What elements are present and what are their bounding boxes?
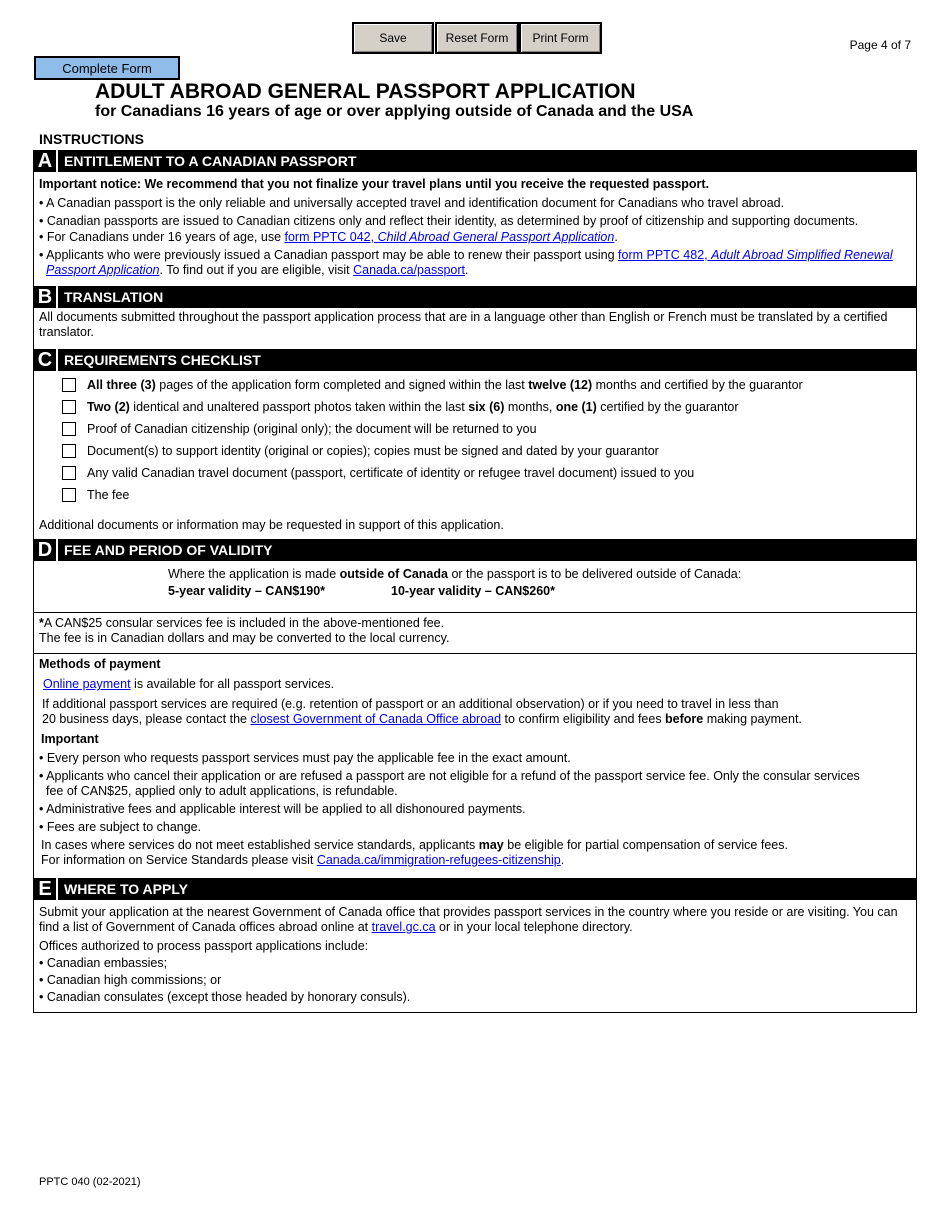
- reset-form-button[interactable]: Reset Form: [435, 22, 519, 54]
- checklist-item: [34, 374, 916, 396]
- complete-form-button[interactable]: Complete Form: [34, 56, 180, 80]
- page-title: ADULT ABROAD GENERAL PASSPORT APPLICATION: [95, 80, 636, 103]
- text: . To find out if you are eligible, visit: [159, 263, 354, 277]
- list-item: • Canadian high commissions; or: [39, 973, 222, 987]
- section-b-header: [34, 286, 916, 308]
- list-item: [39, 230, 911, 245]
- text: .: [614, 230, 618, 244]
- list-item: [39, 248, 911, 278]
- fee-5-year: 5-year validity – CAN$190*: [168, 584, 326, 598]
- section-c-footer: [34, 506, 916, 539]
- travel-gc-ca-link[interactable]: travel.gc.ca: [371, 920, 436, 934]
- payment-details: [34, 654, 916, 878]
- section-letter: A: [37, 149, 53, 172]
- canada-passport-link[interactable]: Canada.ca/passport: [353, 263, 466, 277]
- section-title: WHERE TO APPLY: [56, 878, 188, 900]
- save-button[interactable]: Save: [352, 22, 434, 54]
- fee-box: [34, 561, 916, 613]
- immigration-refugees-citizenship-link[interactable]: Canada.ca/immigration-refugees-citizenship: [316, 853, 561, 867]
- currency-text: The fee is in Canadian dollars and may be converted to the local currency.: [39, 631, 450, 645]
- additional-services-text-2: 20 business days, please contact the closest Government of Canada Office abroad to confirm eligibility and fees before making payment.: [42, 712, 802, 726]
- checklist-item: [34, 396, 916, 418]
- translation-text: All documents submitted throughout the passport application process that are in a language other than English or French must be translated by a certified translator.: [39, 310, 888, 339]
- consular-fee-text: *A CAN$25 consular services fee is included in the above-mentioned fee.: [39, 616, 445, 630]
- important-heading: Important: [41, 732, 99, 746]
- important-notice: Important notice: We recommend that you not finalize your travel plans until you receive the requested passport.: [39, 177, 710, 191]
- checklist-item: [34, 484, 916, 506]
- list-item: • Administrative fees and applicable interest will be applied to all dishonoured payments.: [39, 802, 526, 816]
- offices-intro: Offices authorized to process passport applications include:: [39, 939, 369, 953]
- list-item: • Canadian consulates (except those headed by honorary consuls).: [39, 990, 411, 1004]
- form-code: PPTC 040 (02-2021): [39, 1176, 141, 1188]
- online-payment-link[interactable]: Online payment: [43, 677, 131, 691]
- checklist-item: [34, 462, 916, 484]
- checkbox[interactable]: [62, 488, 76, 502]
- list-item-continued: fee of CAN$25, applied only to adult applications, is refundable.: [46, 784, 398, 798]
- checkbox[interactable]: [62, 466, 76, 480]
- section-title: ENTITLEMENT TO A CANADIAN PASSPORT: [56, 150, 356, 172]
- checklist-label: Proof of Canadian citizenship (original only); the document will be returned to you: [87, 422, 537, 436]
- service-standards-info: For information on Service Standards please visit Canada.ca/immigration-refugees-citizenship.: [41, 853, 565, 867]
- list-item: • Every person who requests passport services must pay the applicable fee in the exact amount.: [39, 751, 571, 765]
- list-item: • Fees are subject to change.: [39, 820, 202, 834]
- section-c-header: [34, 349, 916, 371]
- instructions-heading: INSTRUCTIONS: [39, 131, 144, 147]
- fee-10-year: 10-year validity – CAN$260*: [391, 584, 555, 598]
- print-form-button[interactable]: Print Form: [519, 22, 602, 54]
- closest-office-link[interactable]: closest Government of Canada Office abroad: [250, 712, 502, 726]
- checklist-item: [34, 418, 916, 440]
- instructions-form: [33, 150, 917, 1013]
- checkbox[interactable]: [62, 400, 76, 414]
- fee-condition: Where the application is made outside of Canada or the passport is to be delivered outside of Canada:: [168, 567, 742, 581]
- section-title: FEE AND PERIOD OF VALIDITY: [56, 539, 272, 561]
- checkbox[interactable]: [62, 378, 76, 392]
- consular-fee-note: [34, 613, 916, 654]
- text: • Applicants who were previously issued a Canadian passport may be able to renew their passport using: [39, 248, 619, 262]
- methods-of-payment-heading: Methods of payment: [39, 657, 161, 671]
- list-item: • Canadian embassies;: [39, 956, 168, 970]
- form-pptc-042-link[interactable]: form PPTC 042, Child Abroad General Passport Application: [284, 230, 615, 244]
- where-to-apply-text: Submit your application at the nearest Government of Canada office that provides passport services in the country where you reside or are visiting. You can find a list of Government of Canada offices abroad online at travel.gc.ca or in your local telephone directory.: [39, 905, 898, 934]
- fee-amounts: [168, 583, 911, 600]
- checklist: [34, 371, 916, 506]
- checklist-label: Two (2) identical and unaltered passport photos taken within the last six (6) months, one (1) certified by the guarantor: [87, 400, 739, 414]
- list-item: • Canadian passports are issued to Canadian citizens only and reflect their identity, as determined by proof of citizenship and supporting documents.: [39, 214, 859, 228]
- checkbox[interactable]: [62, 422, 76, 436]
- section-d-header: [34, 539, 916, 561]
- section-letter: C: [37, 348, 53, 371]
- list-item: • Applicants who cancel their application or are refused a passport are not eligible for a refund of the passport service fee. Only the consular services: [39, 769, 860, 783]
- checklist-label: All three (3) pages of the application form completed and signed within the last twelve (12) months and certified by the guarantor: [87, 378, 803, 392]
- checklist-label: The fee: [87, 488, 130, 502]
- section-b-body: [34, 308, 916, 349]
- section-letter: D: [37, 538, 53, 561]
- checkbox[interactable]: [62, 444, 76, 458]
- section-title: TRANSLATION: [56, 286, 163, 308]
- service-standards-text: In cases where services do not meet established service standards, applicants may be eligible for partial compensation of service fees.: [41, 838, 788, 852]
- section-e-header: [34, 878, 916, 900]
- page-subtitle: for Canadians 16 years of age or over applying outside of Canada and the USA: [95, 103, 694, 120]
- online-payment-text: Online payment is available for all passport services.: [43, 677, 335, 691]
- text: .: [465, 263, 469, 277]
- page-number: Page 4 of 7: [849, 38, 911, 52]
- section-a-body: [34, 172, 916, 286]
- checklist-label: Any valid Canadian travel document (passport, certificate of identity or refugee travel document) issued to you: [87, 466, 695, 480]
- text: • For Canadians under 16 years of age, use: [39, 230, 285, 244]
- list-item: • A Canadian passport is the only reliable and universally accepted travel and identification document for Canadians who travel abroad.: [39, 196, 785, 210]
- section-letter: B: [37, 285, 53, 308]
- checklist-label: Document(s) to support identity (original or copies); copies must be signed and dated by your guarantor: [87, 444, 659, 458]
- checklist-item: [34, 440, 916, 462]
- section-title: REQUIREMENTS CHECKLIST: [56, 349, 261, 371]
- section-letter: E: [38, 877, 52, 900]
- section-e-body: [34, 900, 916, 1012]
- additional-documents-text: Additional documents or information may be requested in support of this application.: [39, 518, 504, 532]
- additional-services-text: If additional passport services are required (e.g. retention of passport or an additional observation) or if you need to travel in less than: [42, 697, 779, 711]
- section-a-header: [34, 150, 916, 172]
- form-pptc-482-link[interactable]: form PPTC 482, Adult Abroad Simplified Renewal Passport Application: [46, 248, 893, 277]
